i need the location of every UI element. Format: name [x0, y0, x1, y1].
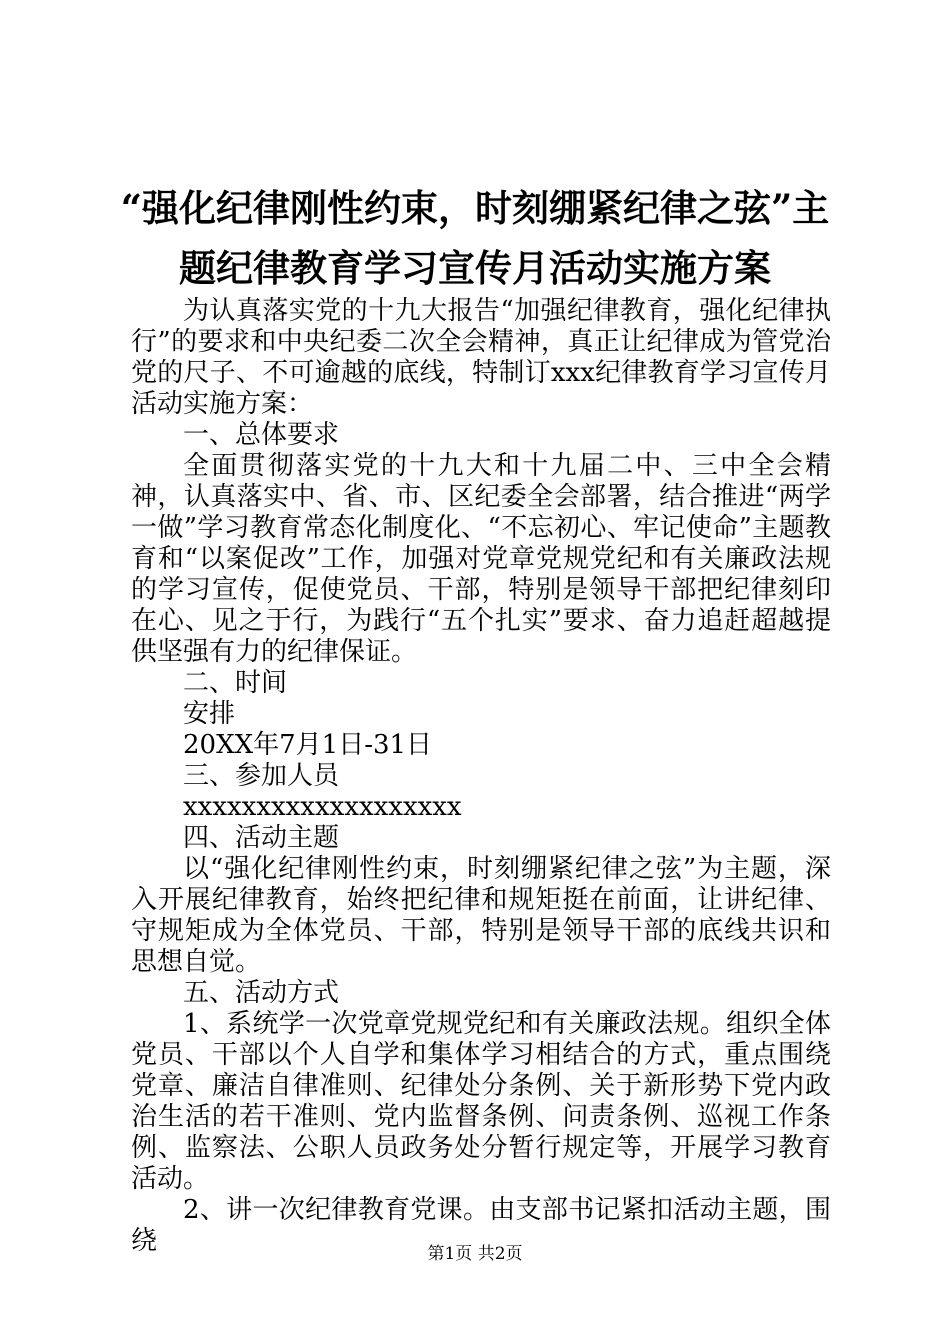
section-5-item-1: 1、系统学一次党章党规党纪和有关廉政法规。组织全体党员、干部以个人自学和集体学习相结合的方式，重点围绕党章、廉洁自律准则、纪律处分条例、关于新形势下党内政治生活的若干准则、党内监督条例、问责条例、巡视工作条例、监察法、公职人员政务处分暂行规定等，开展学习教育活动。	[131, 1009, 831, 1194]
document-title-line-2: 题纪律教育学习宣传月活动实施方案	[179, 246, 771, 290]
section-4-paragraph: 以“强化纪律刚性约束，时刻绷紧纪律之弦”为主题，深入开展纪律教育，始终把纪律和规矩挺在前面，让讲纪律、守规矩成为全体党员、干部，特别是领导干部的底线共识和思想自觉。	[131, 854, 831, 977]
section-heading-5: 五、活动方式	[183, 978, 340, 1008]
section-heading-2-continued: 安排	[183, 699, 236, 729]
section-heading-1: 一、总体要求	[183, 420, 340, 450]
section-5-item-2: 2、讲一次纪律教育党课。由支部书记紧扣活动主题，围绕	[131, 1195, 831, 1256]
document-body	[131, 296, 831, 1257]
document-title-line-1: “强化纪律刚性约束，时刻绷紧纪律之弦”主	[120, 186, 830, 230]
section-heading-3: 三、参加人员	[183, 761, 340, 791]
intro-paragraph: 为认真落实党的十九大报告“加强纪律教育，强化纪律执行”的要求和中央纪委二次全会精神，真正让纪律成为管党治党的尺子、不可逾越的底线，特制订xxx纪律教育学习宣传月活动实施方案：	[131, 296, 831, 419]
activity-date: 20XX年7月1日-31日	[183, 730, 433, 760]
page-number-footer: 第1页 共2页	[427, 1244, 523, 1264]
section-heading-2: 二、时间	[183, 668, 288, 698]
section-heading-4: 四、活动主题	[183, 823, 340, 853]
participants-text: xxxxxxxxxxxxxxxxxxx	[183, 792, 462, 822]
section-1-paragraph: 全面贯彻落实党的十九大和十九届二中、三中全会精神，认真落实中、省、市、区纪委全会部署，结合推进“两学一做”学习教育常态化制度化、“不忘初心、牢记使命”主题教育和“以案促改”工作，加强对党章党规党纪和有关廉政法规的学习宣传，促使党员、干部，特别是领导干部把纪律刻印在心、见之于行，为践行“五个扎实”要求、奋力追赶超越提供坚强有力的纪律保证。	[131, 451, 831, 667]
